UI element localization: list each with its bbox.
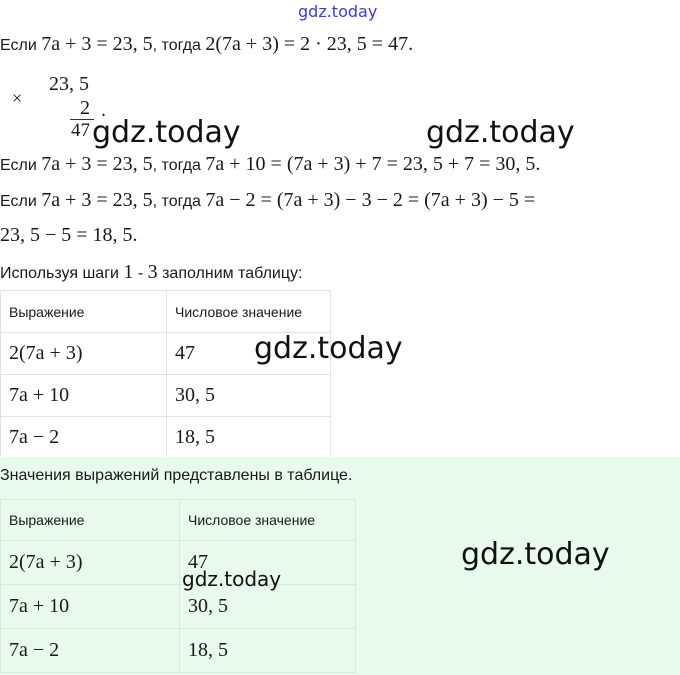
watermark-3: gdz.today — [254, 331, 403, 366]
table-cell: 7a − 2 — [1, 417, 167, 459]
values-table — [0, 290, 331, 459]
table-cell: 30, 5 — [180, 585, 356, 629]
table-header-row — [1, 291, 331, 333]
table-cell: 7a + 10 — [1, 585, 180, 629]
table-header-cell: Числовое значение — [180, 500, 356, 541]
table-row — [1, 541, 356, 585]
table-header-cell: Выражение — [1, 500, 180, 541]
watermark-2: gdz.today — [426, 115, 575, 150]
math: 7a + 3 = 23, 5 — [41, 189, 153, 211]
math: 7a + 3 = 23, 5 — [41, 33, 153, 55]
table-cell: 7a − 2 — [1, 629, 180, 673]
table-row — [1, 417, 331, 459]
text: Если — [0, 193, 42, 210]
answer-table — [0, 499, 356, 673]
multiply-sign: × — [12, 88, 23, 108]
table-cell: 47 — [180, 541, 356, 585]
statement-line-2 — [0, 153, 540, 176]
table-cell: 18, 5 — [180, 629, 356, 673]
table-cell: 7a + 10 — [1, 375, 167, 417]
multiplicand: 23, 5 — [49, 73, 89, 95]
text: , тогда — [152, 157, 206, 174]
text: , тогда — [152, 37, 206, 54]
math: 23, 5 − 5 = 18, 5. — [0, 224, 138, 246]
watermark-top: gdz.today — [298, 2, 378, 21]
table-header-cell: Выражение — [1, 291, 167, 333]
dot: . — [101, 99, 106, 121]
table-cell: 47 — [167, 333, 331, 375]
math: 1 — [123, 261, 134, 283]
table-cell: 2(7a + 3) — [1, 541, 180, 585]
math: 7a − 2 = (7a + 3) − 3 − 2 = (7a + 3) − 5 = — [205, 189, 536, 211]
math: 7a + 10 = (7a + 3) + 7 = 23, 5 + 7 = 30, 5. — [205, 153, 541, 175]
table-header-cell: Числовое значение — [167, 291, 331, 333]
text: Если — [0, 37, 42, 54]
statement-line-3 — [0, 189, 535, 212]
table-cell: 30, 5 — [167, 375, 331, 417]
text: заполним таблицу: — [157, 265, 303, 282]
table-header-row — [1, 500, 356, 541]
text: Если — [0, 157, 42, 174]
math: 2(7a + 3) = 2 · 23, 5 = 47. — [205, 33, 414, 55]
table-row — [1, 375, 331, 417]
statement-line-1 — [0, 33, 413, 56]
text: Используя шаги — [0, 265, 124, 282]
math: 3 — [147, 261, 158, 283]
watermark-5: gdz.today — [461, 537, 610, 572]
table-row — [1, 585, 356, 629]
multiplier: 2 — [80, 97, 90, 119]
answer-title: Значения выражений представлены в таблице. — [0, 467, 353, 484]
table-cell: 2(7a + 3) — [1, 333, 167, 375]
answer-block — [0, 457, 680, 675]
watermark-1: gdz.today — [92, 115, 241, 150]
watermark-4: gdz.today — [182, 567, 282, 591]
text: , тогда — [152, 193, 206, 210]
table-cell: 18, 5 — [167, 417, 331, 459]
steps-sentence — [0, 261, 302, 284]
text: - — [133, 265, 148, 282]
statement-line-3-cont — [0, 224, 138, 247]
table-row — [1, 629, 356, 673]
product: 47 — [71, 120, 90, 141]
math: 7a + 3 = 23, 5 — [41, 153, 153, 175]
